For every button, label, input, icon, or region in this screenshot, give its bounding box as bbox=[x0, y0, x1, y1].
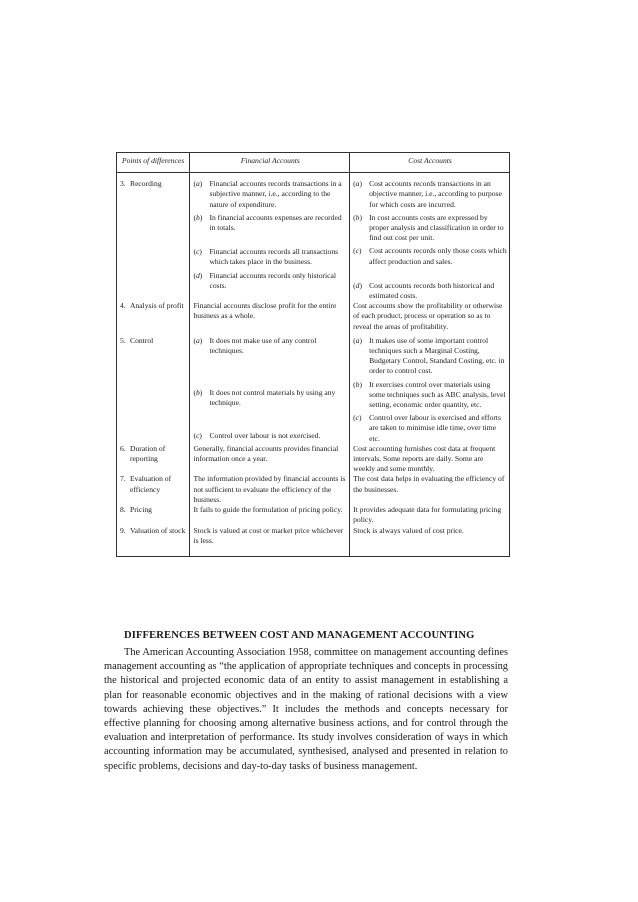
financial-cell: Stock is valued at cost or market price whichever is less. bbox=[190, 526, 350, 557]
point-number: 7. bbox=[120, 474, 126, 484]
table-row bbox=[117, 332, 510, 444]
cost-cell: Stock is always valued of cost price. bbox=[353, 525, 464, 535]
point-name: Duration of reporting bbox=[130, 443, 166, 464]
item-label: c bbox=[195, 247, 200, 257]
financial-cell: (a) It does not make use of any control techniques. (b) It does not control materials by using any technique. (c) Control over labour is not exercised. bbox=[190, 332, 350, 444]
item-label: c bbox=[355, 246, 360, 256]
header-points: Points of differences bbox=[117, 153, 190, 173]
comparison-table bbox=[116, 152, 510, 557]
point-cell bbox=[117, 301, 190, 332]
table-row bbox=[117, 505, 510, 525]
cost-cell: Cost accounting furnishes cost data at frequent intervals. Some reports are daily. Some are weekly and some monthly. bbox=[353, 443, 496, 474]
item-text: In financial accounts expenses are recorded in totals. bbox=[209, 212, 342, 233]
item-label: c bbox=[195, 430, 200, 440]
point-name: Control bbox=[130, 335, 154, 345]
point-number: 3. bbox=[120, 179, 126, 189]
header-cost: Cost Accounts bbox=[350, 153, 510, 173]
cost-cell: (a) It makes use of some important control techniques such a Marginal Costing, Budgetary Control, Standard Costing, etc. in order to control cost. (b) It exercises control over materials using some techniques such as ABC analysis, level setting, economic order quantity, etc. (c) Control over labour is exercised and efforts are taken to minimise idle time, over time etc. bbox=[353, 335, 506, 443]
item-text: It does not control materials by using any technique. bbox=[209, 388, 336, 408]
point-number: 8. bbox=[120, 505, 126, 515]
point-number: 5. bbox=[120, 335, 126, 345]
item-text: It exercises control over materials using some techniques such as ABC analysis, level setting, economic order quantity, etc. bbox=[369, 379, 506, 410]
item-label: a bbox=[195, 179, 200, 189]
item-label: d bbox=[195, 270, 200, 280]
item-label: b bbox=[195, 388, 200, 398]
cost-cell: It provides adequate data for formulating pricing policy. bbox=[353, 505, 502, 525]
item-text: Control over labour is exercised and efforts are taken to minimise idle time, over time etc. bbox=[369, 413, 501, 443]
financial-cell: (a) Financial accounts records transactions in a subjective manner, i.e., according to the nature of expenditure. (b) In financial accounts expenses are recorded in totals. (c) Financial accounts records all transactions which takes place in the business. (d) Financial accounts records only historical costs. bbox=[190, 173, 350, 302]
item-label: c bbox=[355, 413, 360, 423]
financial-cell: It fails to guide the formulation of pricing policy. bbox=[190, 505, 350, 525]
table-row bbox=[117, 173, 510, 302]
item-text: It does not make use of any control techniques. bbox=[209, 335, 317, 356]
item-text: In cost accounts costs are expressed by proper analysis and classification in order to find out cost per unit. bbox=[369, 212, 504, 243]
cost-cell: (a) Cost accounts records transactions in an objective manner, i.e., according to purpose for which costs are incurred. (b) In cost accounts costs are expressed by proper analysis and classification in order to find out cost per unit. (c) Cost accounts records only those costs which affect production and sales. (d) Cost accounts records both historical and estimated costs. bbox=[353, 179, 507, 301]
financial-cell: The information provided by financial accounts is not sufficient to evaluate the efficiency of the business. bbox=[190, 474, 350, 505]
item-text: Financial accounts records only historical costs. bbox=[209, 270, 336, 290]
point-number: 9. bbox=[120, 525, 126, 535]
financial-cell: Generally, financial accounts provides financial information once a year. bbox=[190, 444, 350, 475]
point-name: Analysis of profit bbox=[130, 301, 184, 311]
point-name: Valuation of stock bbox=[130, 525, 186, 535]
item-label: a bbox=[355, 179, 360, 189]
table-row bbox=[117, 444, 510, 475]
point-name: Recording bbox=[130, 179, 162, 189]
item-label: a bbox=[355, 335, 360, 345]
header-financial: Financial Accounts bbox=[190, 153, 350, 173]
table-row bbox=[117, 301, 510, 332]
point-cell bbox=[117, 526, 190, 557]
point-cell bbox=[117, 444, 190, 475]
point-name: Evaluation of efficiency bbox=[130, 474, 172, 494]
item-text: Financial accounts records transactions in a subjective manner, i.e., according to the nature of expenditure. bbox=[209, 179, 342, 209]
body-paragraph: The American Accounting Association 1958, committee on management accounting defines management accounting as “the application of appropriate techniques and concepts in processing the historical and projected economic data of an entity to assist management in establishing a plan for reasonable economic objectives and in the making of rational decisions with a view towards achieving these objectives.” It includes the methods and concepts necessary for effective planning for choosing among alternative business actions, and for control through the evaluation and interpretation of performance. Its study involves consideration of ways in which accounting information may be accumulated, synthesised, analysed and presented in relation to specific problems, decisions and day-to-day tasks of business management. bbox=[104, 647, 508, 772]
point-number: 6. bbox=[120, 443, 126, 453]
item-label: b bbox=[195, 212, 200, 222]
item-text: Cost accounts records only those costs which affect production and sales. bbox=[369, 246, 507, 266]
section-heading: DIFFERENCES BETWEEN COST AND MANAGEMENT ACCOUNTING bbox=[124, 630, 475, 641]
item-text: Control over labour is not exercised. bbox=[209, 430, 321, 440]
cost-cell: The cost data helps in evaluating the efficiency of the businesses. bbox=[353, 474, 505, 494]
point-name: Pricing bbox=[130, 505, 152, 515]
point-cell bbox=[117, 332, 190, 444]
item-label: d bbox=[355, 280, 360, 290]
table-header-row bbox=[117, 153, 510, 173]
item-text: Cost accounts records transactions in an objective manner, i.e., according to purpose for which costs are incurred. bbox=[369, 179, 502, 209]
item-label: b bbox=[355, 379, 360, 389]
point-cell bbox=[117, 474, 190, 505]
item-text: Cost accounts records both historical and estimated costs. bbox=[369, 280, 495, 301]
financial-cell: Financial accounts disclose profit for the entire business as a whole. bbox=[190, 301, 350, 332]
point-cell bbox=[117, 173, 190, 302]
item-text: It makes use of some important control techniques such a Marginal Costing, Budgetary Control, Standard Costing, etc. in order to control cost. bbox=[369, 335, 505, 376]
item-label: b bbox=[355, 212, 360, 222]
point-number: 4. bbox=[120, 301, 126, 311]
table-row bbox=[117, 526, 510, 557]
item-label: a bbox=[195, 335, 200, 345]
point-cell bbox=[117, 505, 190, 525]
table-row bbox=[117, 474, 510, 505]
item-text: Financial accounts records all transactions which takes place in the business. bbox=[209, 247, 339, 267]
cost-cell: Cost accounts show the profitability or otherwise of each product, process or operation so as to reveal the areas of profitability. bbox=[353, 301, 503, 331]
